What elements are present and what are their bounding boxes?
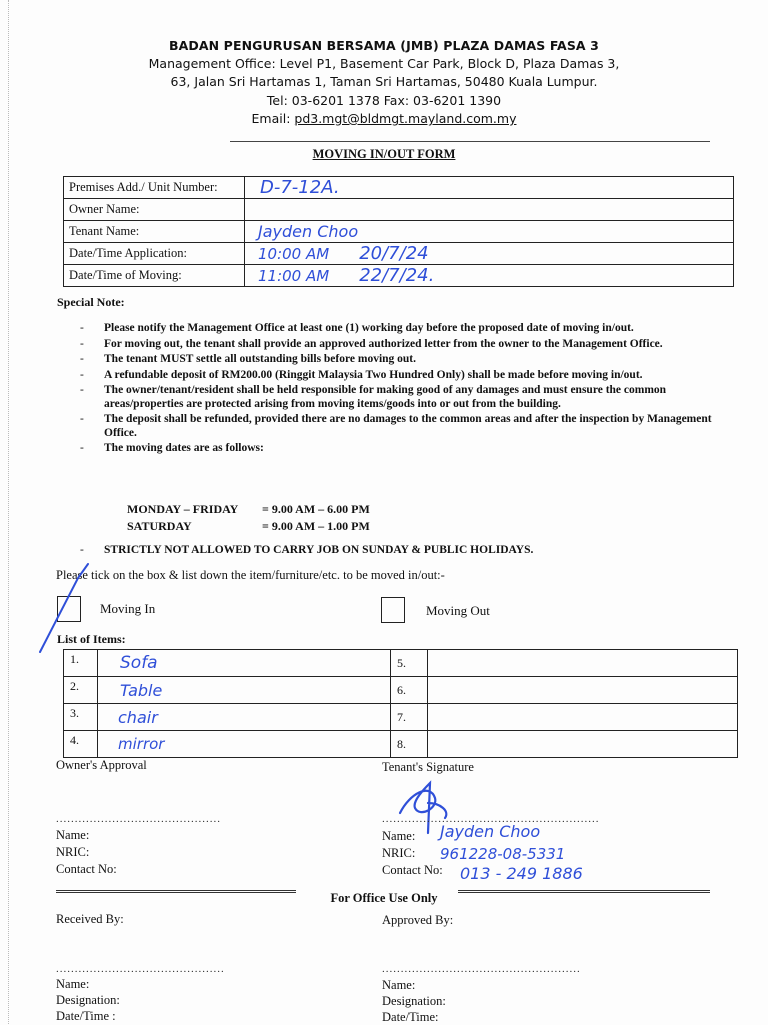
item-field[interactable]: [98, 677, 391, 704]
application-date: 20/7/24: [359, 243, 429, 264]
received-designation-label: Designation:: [56, 993, 120, 1007]
note-item: - The tenant MUST settle all outstanding bills before moving out.: [80, 353, 417, 365]
tenant-signature-title: Tenant's Signature: [382, 760, 474, 774]
approved-signature-line[interactable]: .....................................................: [382, 963, 581, 975]
email-line: [0, 111, 768, 126]
table-row: [64, 677, 738, 704]
tenant-nric-value: 961228-08-5331: [440, 845, 566, 863]
moving-field[interactable]: [245, 265, 734, 287]
note-item: - The moving dates are as follows:: [80, 442, 264, 454]
tenant-name-value: Jayden Choo: [440, 822, 541, 841]
list-of-items-title: List of Items:: [57, 632, 126, 646]
address-line-1: Management Office: Level P1, Basement Car Park, Block D, Plaza Damas 3,: [148, 56, 620, 71]
tick-instruction: Please tick on the box & list down the item/furniture/etc. to be moved in/out:-: [56, 568, 445, 582]
item-number: 3.: [64, 704, 98, 731]
weekday-hours: = 9.00 AM – 6.00 PM: [262, 502, 370, 516]
received-datetime-label: Date/Time :: [56, 1009, 116, 1023]
premises-info-table: [63, 176, 734, 287]
item-field[interactable]: [98, 704, 391, 731]
item-field[interactable]: [98, 650, 391, 677]
special-notes-list: [80, 322, 735, 458]
note-text: Please notify the Management Office at least one (1) working day before the proposed date of moving in/out.: [104, 322, 634, 334]
item-value: Table: [120, 680, 163, 700]
owner-contact-label: Contact No:: [56, 862, 117, 876]
note-item: - A refundable deposit of RM200.00 (Ringgit Malaysia Two Hundred Only) shall be made before moving in/out.: [80, 368, 643, 381]
table-row: [64, 650, 738, 677]
premises-row: [64, 177, 734, 199]
tenant-signature-line[interactable]: ..........................................................: [382, 813, 600, 825]
strict-note: - STRICTLY NOT ALLOWED TO CARRY JOB ON SUNDAY & PUBLIC HOLIDAYS.: [80, 544, 534, 556]
received-by-title: Received By:: [56, 912, 124, 926]
tenant-contact-value: 013 - 249 1886: [460, 864, 583, 883]
approved-name-label: Name:: [382, 978, 416, 992]
note-text: The deposit shall be refunded, provided there are no damages to the common areas and after the inspection by Management Office.: [104, 413, 712, 439]
premises-label: Premises Add./ Unit Number:: [64, 177, 245, 199]
moving-time: 11:00 AM: [258, 267, 330, 285]
moving-in-label: Moving In: [100, 601, 156, 616]
org-name: BADAN PENGURUSAN BERSAMA (JMB) PLAZA DAMAS FASA 3: [169, 38, 599, 53]
item-number: 1.: [64, 650, 98, 677]
special-note-title: Special Note:: [57, 295, 125, 309]
approved-designation-label: Designation:: [382, 994, 446, 1008]
note-item: - The owner/tenant/resident shall be held responsible for making good of any damages and must ensure the common areas/properties are protected arising from moving items/goods into or out from the building.: [80, 384, 667, 410]
note-text: The moving dates are as follows:: [104, 442, 264, 454]
weekday-label: MONDAY – FRIDAY: [127, 502, 239, 516]
moving-out-label: Moving Out: [426, 603, 490, 618]
owner-label: Owner Name:: [64, 199, 245, 221]
form-title: MOVING IN/OUT FORM: [312, 147, 456, 161]
tenant-field[interactable]: [245, 221, 734, 243]
note-item: - For moving out, the tenant shall provide an approved authorized letter from the owner to the Management Office.: [80, 337, 663, 350]
premises-field[interactable]: [245, 177, 734, 199]
header-divider: [230, 141, 710, 142]
item-value: mirror: [118, 735, 165, 753]
application-field[interactable]: [245, 243, 734, 265]
table-row: [64, 704, 738, 731]
tenant-row: [64, 221, 734, 243]
email-link[interactable]: pd3.mgt@bldmgt.mayland.com.my: [294, 111, 517, 126]
email-label: Email:: [251, 111, 295, 126]
note-item: - The deposit shall be refunded, provided there are no damages to the common areas and after the inspection by Management Office.: [80, 413, 712, 439]
owner-signature-line[interactable]: ............................................: [56, 813, 221, 825]
weekday-hours-row: [127, 502, 370, 519]
moving-hours: [127, 502, 370, 536]
item-number: 5.: [391, 650, 428, 677]
note-text: For moving out, the tenant shall provide an approved authorized letter from the owner to the Management Office.: [104, 337, 663, 350]
office-use-label: For Office Use Only: [324, 891, 443, 905]
address-line-2: 63, Jalan Sri Hartamas 1, Taman Sri Hartamas, 50480 Kuala Lumpur.: [170, 74, 598, 89]
item-field[interactable]: [428, 731, 738, 758]
item-number: 8.: [391, 731, 428, 758]
note-item: - Please notify the Management Office at least one (1) working day before the proposed date of moving in/out.: [80, 322, 634, 334]
saturday-hours: = 9.00 AM – 1.00 PM: [262, 519, 370, 533]
application-row: [64, 243, 734, 265]
note-text: A refundable deposit of RM200.00 (Ringgit Malaysia Two Hundred Only) shall be made before moving in/out.: [104, 368, 643, 381]
item-number: 6.: [391, 677, 428, 704]
owner-field[interactable]: [245, 199, 734, 221]
application-label: Date/Time Application:: [64, 243, 245, 265]
owner-approval-title: Owner's Approval: [56, 758, 147, 772]
item-number: 7.: [391, 704, 428, 731]
application-time: 10:00 AM: [258, 245, 330, 263]
tenant-nric-label: NRIC:: [382, 846, 416, 860]
table-row: [64, 731, 738, 758]
phone-fax: Tel: 03-6201 1378 Fax: 03-6201 1390: [266, 93, 502, 108]
owner-name-label: Name:: [56, 828, 90, 842]
owner-row: [64, 199, 734, 221]
owner-nric-label: NRIC:: [56, 845, 90, 859]
item-number: 4.: [64, 731, 98, 758]
tenant-label: Tenant Name:: [64, 221, 245, 243]
note-text: The owner/tenant/resident shall be held responsible for making good of any damages and must ensure the common areas/properties are protected arising from moving items/goods into or out from the building.: [104, 384, 667, 410]
item-value: Sofa: [120, 653, 158, 673]
saturday-label: SATURDAY: [127, 519, 192, 533]
office-use-title: [0, 889, 768, 907]
tenant-name-label: Name:: [382, 829, 416, 843]
moving-date: 22/7/24.: [359, 265, 435, 286]
premises-value: D-7-12A.: [260, 177, 340, 198]
moving-row: [64, 265, 734, 287]
item-field[interactable]: [428, 650, 738, 677]
items-table: [63, 649, 738, 758]
received-signature-line[interactable]: .............................................: [56, 963, 225, 975]
saturday-hours-row: [127, 519, 370, 536]
item-field[interactable]: [428, 704, 738, 731]
tenant-value: Jayden Choo: [258, 222, 359, 241]
item-value: chair: [118, 707, 158, 727]
approved-by-title: Approved By:: [382, 913, 454, 927]
moving-out-checkbox[interactable]: [381, 597, 405, 623]
approved-datetime-label: Date/Time:: [382, 1010, 439, 1024]
item-field[interactable]: [98, 731, 391, 758]
received-name-label: Name:: [56, 977, 90, 991]
moving-label: Date/Time of Moving:: [64, 265, 245, 287]
strict-note-text: STRICTLY NOT ALLOWED TO CARRY JOB ON SUNDAY & PUBLIC HOLIDAYS.: [104, 544, 534, 556]
item-number: 2.: [64, 677, 98, 704]
note-text: The tenant MUST settle all outstanding bills before moving out.: [104, 353, 417, 365]
tenant-contact-label: Contact No:: [382, 863, 443, 877]
item-field[interactable]: [428, 677, 738, 704]
